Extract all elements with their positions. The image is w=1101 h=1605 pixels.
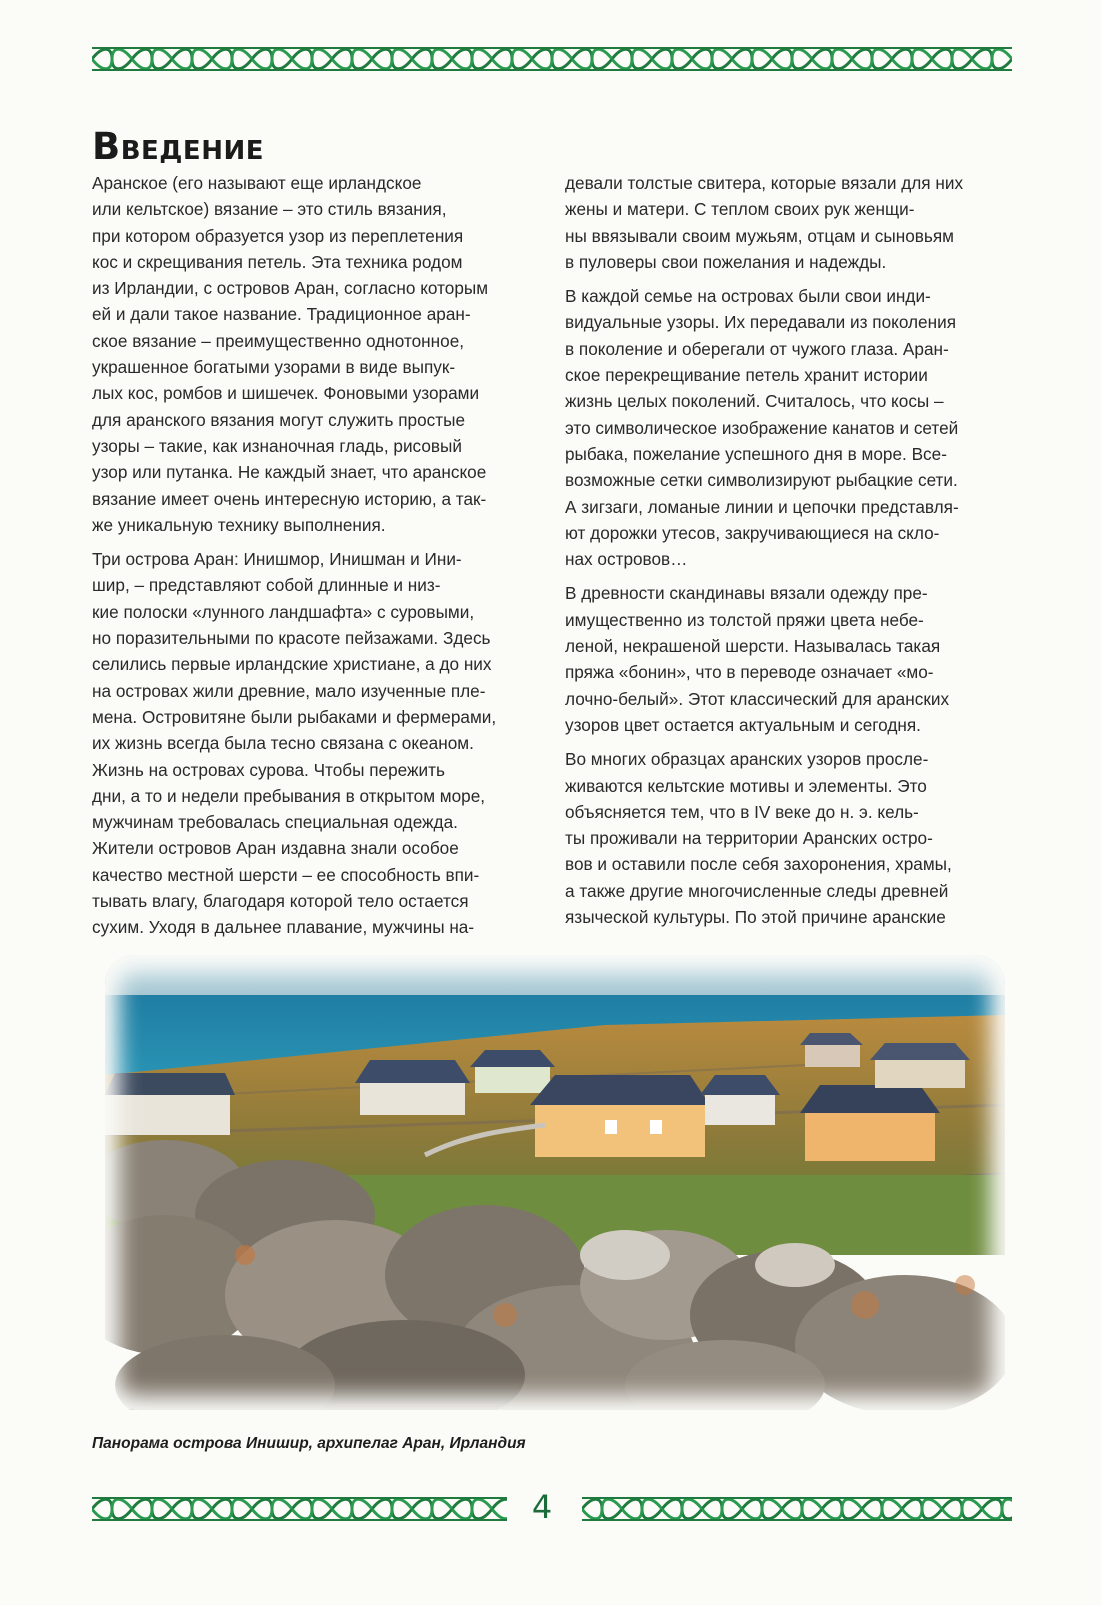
house bbox=[870, 1043, 970, 1088]
house bbox=[105, 1073, 235, 1135]
house bbox=[700, 1075, 780, 1125]
paragraph: Аранское (его называют еще ирландское или кельтское) вязание – это стиль вязания, при котором образуется узор из переплетения кос и скрещивания петель. Эта техника родом из Ирландии, с островов Аран, согласно которым ей и дали такое название. Традиционное аран- ское вязание – преимущественно однотонное, украшенное богатыми узорами в виде выпук- лых кос, ромбов и шишечек. Фоновыми узорами для аранского вязания могут служить простые узоры – такие, как изнаночная гладь, рисовый узор или путанка. Не каждый знает, что аранское вязание имеет очень интересную историю, а так- же уникальную технику выполнения. bbox=[92, 173, 489, 535]
bottom-celtic-border-right bbox=[582, 1494, 1012, 1524]
bottom-celtic-border-left bbox=[92, 1494, 507, 1524]
house bbox=[470, 1050, 555, 1093]
paragraph: девали толстые свитера, которые вязали для них жены и матери. С теплом своих рук женщи- ны ввязывали своим мужьям, отцам и сыновьям в пуловеры свои пожелания и надежды. bbox=[565, 173, 964, 272]
page-title: Введение bbox=[92, 124, 264, 168]
paragraph: Во многих образцах аранских узоров просле- живаются кельтские мотивы и элементы. Это объясняется тем, что в IV веке до н. э. кель- ты проживали на территории Аранских остро- вов и оставили после себя захоронения, храмы, а также другие многочисленные следы древней языческой культуры. По этой причине аранские bbox=[565, 749, 952, 928]
house bbox=[530, 1075, 710, 1157]
paragraph: Три острова Аран: Инишмор, Инишман и Ини- шир, – представляют собой длинные и низ- кие полоски «лунного ландшафта» с суровыми, но поразительными по красоте пейзажами. Здесь селились первые ирландские христиане, а до них на островах жили древние, мало изученные пле- мена. Островитяне были рыбаками и фермерами, их жизнь всегда была тесно связана с океаном. Жизнь на островах сурова. Чтобы пережить дни, а то и недели пребывания в открытом море, мужчинам требовалась специальная одежда. Жители островов Аран издавна знали особое качество местной шерсти – ее способность впи- тывать влагу, благодаря которой тело остается сухим. Уходя в дальнее плавание, мужчины на- bbox=[92, 549, 497, 938]
house bbox=[355, 1060, 470, 1115]
house bbox=[800, 1033, 863, 1067]
landscape-photo bbox=[105, 955, 1005, 1410]
paragraph: В каждой семье на островах были свои инди- видуальные узоры. Их передавали из поколения в поколение и оберегали от чужого глаза. Аран- ское перекрещивание петель хранит истории жизнь целых поколений. Считалось, что косы – это символическое изображение канатов и сетей рыбака, пожелание успешного дня в море. Все- возможные сетки символизируют рыбацкие сети. А зигзаги, ломаные линии и цепочки представля- ют дорожки утесов, закручивающиеся на скло- нах островов… bbox=[565, 286, 959, 570]
left-text-column bbox=[92, 170, 522, 949]
page-number: 4 bbox=[531, 1488, 553, 1526]
paragraph: В древности скандинавы вязали одежду пре- имущественно из толстой пряжи цвета небе- леной, некрашеной шерсти. Называлась такая пряжа «бонин», что в переводе означает «мо- лочно-белый». Этот классический для аранских узоров цвет остается актуальным и сегодня. bbox=[565, 583, 950, 735]
house bbox=[800, 1085, 940, 1161]
top-celtic-border bbox=[92, 44, 1012, 74]
right-text-column bbox=[565, 170, 1005, 938]
figure-caption: Панорама острова Инишир, архипелаг Аран, Ирландия bbox=[92, 1435, 526, 1452]
